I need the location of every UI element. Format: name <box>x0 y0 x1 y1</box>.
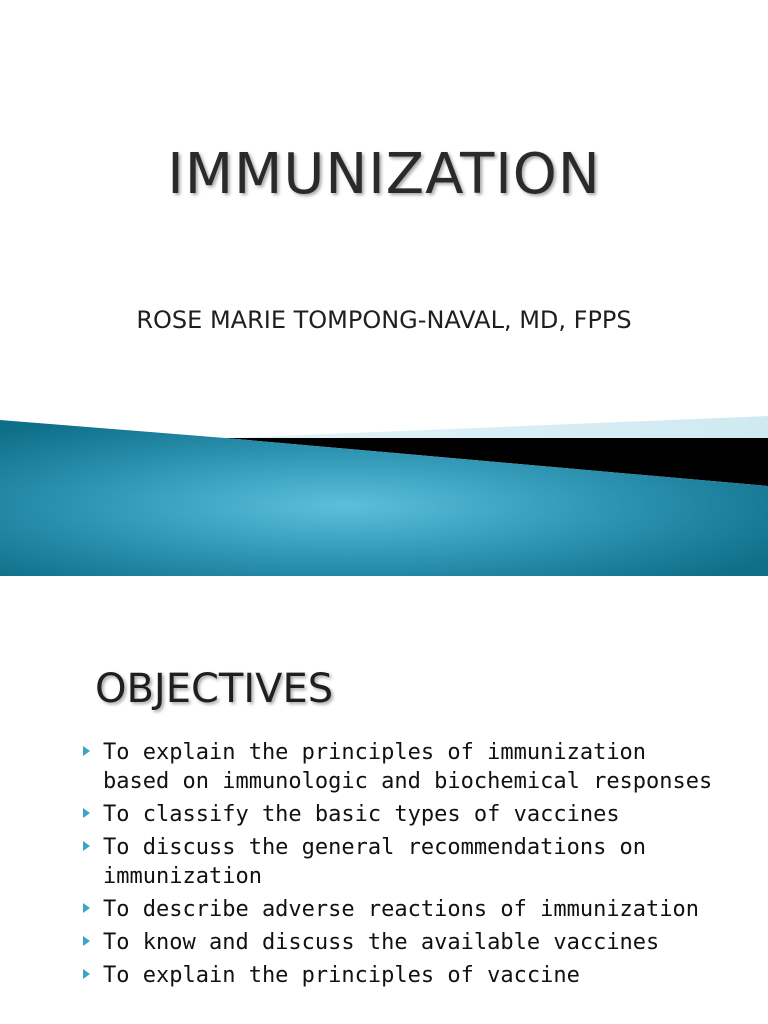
list-item <box>80 961 720 990</box>
objectives-list <box>80 738 720 994</box>
triangle-bullet-icon <box>83 969 90 979</box>
author-subtitle: ROSE MARIE TOMPONG-NAVAL, MD, FPPS <box>136 306 632 334</box>
bullet-text: To classify the basic types of vaccines <box>103 802 620 827</box>
banner-pale-sliver <box>230 416 768 438</box>
triangle-bullet-icon <box>83 841 90 851</box>
triangle-bullet-icon <box>83 936 90 946</box>
slide-title: IMMUNIZATION <box>167 142 601 207</box>
triangle-bullet-icon <box>83 903 90 913</box>
list-item <box>80 800 720 829</box>
bullet-text: To explain the principles of vaccine <box>103 963 580 988</box>
list-item <box>80 833 720 891</box>
objectives-slide <box>0 576 768 1024</box>
triangle-bullet-icon <box>83 808 90 818</box>
bullet-text: To discuss the general recommendations on immunization <box>103 835 647 889</box>
bullet-text: To know and discuss the available vaccines <box>103 930 660 955</box>
bullet-text: To describe adverse reactions of immunization <box>103 897 700 922</box>
triangle-bullet-icon <box>83 746 90 756</box>
objectives-title: OBJECTIVES <box>95 666 334 712</box>
list-item <box>80 895 720 924</box>
bullet-text: To explain the principles of immunization based on immunologic and biochemical responses <box>103 740 713 794</box>
list-item <box>80 738 720 796</box>
decorative-banner <box>0 400 768 576</box>
list-item <box>80 928 720 957</box>
